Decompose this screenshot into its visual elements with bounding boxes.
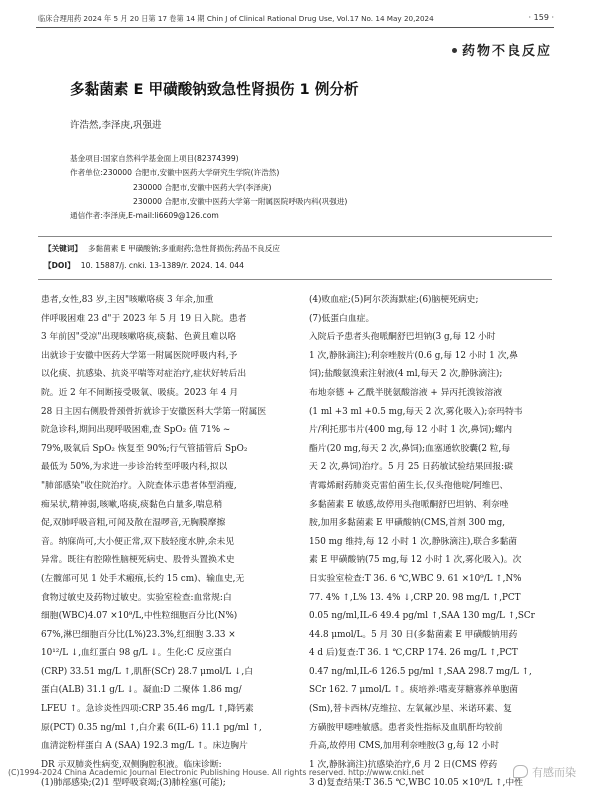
body-text-line: DR 示双肺炎性病变,双侧胸腔积液。临床诊断: xyxy=(41,759,222,770)
body-text-line: (1 ml +3 ml +0.5 mg,每天 2 次,雾化吸入);奈玛特韦 xyxy=(309,406,523,417)
body-text-line: 布地奈德 + 乙酰半胱氨酸溶液 + 异丙托溴铵溶液 xyxy=(309,387,503,398)
body-text-line: 食物过敏史及药物过敏史。实验室检查:血常规:白 xyxy=(41,592,232,603)
body-text-line: 1 次,静脉滴注);利奈唑胺片(0.6 g,每 12 小时 1 次,鼻 xyxy=(309,350,518,361)
body-text-line: 音。纳寐尚可,大小便正常,双下肢轻度水肿,余未见 xyxy=(41,536,235,547)
body-text-line: 异常。既往有腔隙性脑梗死病史、股骨头置换术史 xyxy=(41,555,235,566)
fund-line: 基金项目:国家自然科学基金面上项目(82374399) xyxy=(70,154,239,163)
body-text-line: 患者,女性,83 岁,主因"咳嗽咯痰 3 年余,加重 xyxy=(41,295,214,305)
body-text-line: (左髋部可见 1 处手术瘢痕,长约 15 cm)、输血史,无 xyxy=(41,573,245,584)
body-text-line: 4 d 后)复查:T 36. 1 ℃,CRP 174. 26 mg/L ↑,PCT xyxy=(309,648,518,659)
keywords-text: 多黏菌素 E 甲磺酸钠;多重耐药;急性肾损伤;药品不良反应 xyxy=(87,244,280,253)
body-text-line: 入院后予患者头孢哌酮舒巴坦钠(3 g,每 12 小时 xyxy=(309,332,496,343)
article-title: 多黏菌素 E 甲磺酸钠致急性肾损伤 1 例分析 xyxy=(70,81,359,98)
body-text-line: "肺部感染"收住院治疗。入院查体示患者体型消瘦, xyxy=(41,480,237,491)
doi-line xyxy=(44,260,244,271)
body-text-line: 伴呼吸困难 23 d"于 2023 年 5 月 19 日入院。患者 xyxy=(41,313,247,324)
correspondence-line: 通信作者:李泽庚,E-mail:li6609@126.com xyxy=(70,211,219,221)
body-text-line: 最低为 50%,为求进一步诊治转至呼吸内科,拟以 xyxy=(41,462,228,473)
header-rule xyxy=(36,27,554,28)
body-text-line: 多黏菌素 E 敏感,故停用头孢哌酮舒巴坦钠、利奈唑 xyxy=(309,499,509,510)
affiliation-line: 230000 合肥市,安徽中医药大学(李泽庚) xyxy=(133,182,272,192)
bullet-icon xyxy=(452,48,457,53)
body-text-line: 67%,淋巴细胞百分比(L%)23.3%,红细胞 3.33 × xyxy=(41,629,236,640)
body-text-line: 79%,吸氧后 SpO₂ 恢复至 90%;行气管插管后 SpO₂ xyxy=(41,443,248,454)
body-text-line: 3 年前因"受凉"出现咳嗽咯痰,痰黏、色黄且难以咯 xyxy=(41,332,237,343)
body-column-right xyxy=(309,291,552,793)
section-label: 药物不良反应 xyxy=(461,44,552,59)
doi-label: 【DOI】 xyxy=(44,261,75,270)
body-text-line: 方磺胺甲噁唑敏感。患者炎性指标及血肌酐均较前 xyxy=(309,722,503,733)
body-text-line: (4)败血症;(5)阿尔茨海默症;(6)脑梗死病史; xyxy=(309,295,479,305)
keywords-rule-top xyxy=(38,236,552,237)
body-text-line: 44.8 μmol/L。5 月 30 日(多黏菌素 E 甲磺酸钠用药 xyxy=(309,629,518,640)
body-text-line: 青霉烯耐药肺炎克雷伯菌生长,仅头孢他啶/阿维巴、 xyxy=(309,480,509,491)
body-text-line: 酯片(20 mg,每天 2 次,鼻饲);血塞通软胶囊(2 粒,每 xyxy=(309,443,511,454)
body-text-line: 升高,故停用 CMS,加用利奈唑胺(3 g,每 12 小时 xyxy=(309,741,500,752)
article-meta xyxy=(70,152,530,223)
body-text-line: 素 E 甲磺酸钠(75 mg,每 12 小时 1 次,雾化吸入)。次 xyxy=(309,555,522,566)
body-text-line: 院。近 2 年不间断接受吸氧、吸痰。2023 年 4 月 xyxy=(41,387,239,398)
journal-header: 临床合理用药 2024 年 5 月 20 日第 17 卷第 14 期 Chin J of Clinical Rational Drug Use, Vol.17 No. 14 May 20,2024 xyxy=(38,14,434,23)
body-text-line: 促,双肺呼吸音粗,可闻及散在湿啰音,无胸膜摩擦 xyxy=(41,518,226,529)
body-text-line: 3 d)复查结果:T 36.5 ℃,WBC 10.05 ×10⁹/L ↑,中性 xyxy=(309,778,523,789)
body-text-line: 痴呆状,精神弱,咳嗽,咯痰,痰黏色白量多,喘息稍 xyxy=(41,499,223,510)
affiliation-line: 作者单位:230000 合肥市,安徽中医药大学研究生学院(许浩然) xyxy=(70,168,280,178)
watermark-text: 有感而染 xyxy=(532,766,576,779)
body-text-line: 细胞(WBC)4.07 ×10⁹/L,中性粒细胞百分比(N%) xyxy=(41,611,238,622)
page-number: · 159 · xyxy=(528,13,554,22)
body-text-line: 1 次,静脉滴注)抗感染治疗,6 月 2 日(CMS 停药 xyxy=(309,759,498,770)
body-text-line: (CRP) 33.51 mg/L ↑,肌酐(SCr) 28.7 μmol/L ↓,白 xyxy=(41,666,253,677)
chat-bubble-icon xyxy=(513,765,528,778)
body-text-line: 0.05 ng/ml,IL-6 49.4 pg/ml ↑,SAA 130 mg/L ↑,SCr xyxy=(309,611,535,622)
affiliation-line: 230000 合肥市,安徽中医药大学第一附属医院呼吸内科(巩强进) xyxy=(133,196,348,206)
body-text-line: 出就诊于安徽中医药大学第一附属医院呼吸内科,予 xyxy=(41,350,238,361)
body-text-line: SCr 162. 7 μmol/L ↑。痰培养:嗜麦芽糖寡养单胞菌 xyxy=(309,685,518,696)
body-text-line: 28 日主因右侧股骨颈骨折就诊于安徽医科大学第一附属医 xyxy=(41,406,267,417)
body-text-line: 0.47 ng/ml,IL-6 126.5 pg/ml ↑,SAA 298.7 mg/L ↑, xyxy=(309,666,532,677)
body-text-line: 10¹²/L ↓,血红蛋白 98 g/L ↓。生化:C 反应蛋白 xyxy=(41,648,232,659)
body-text-line: (7)低蛋白血症。 xyxy=(309,313,375,324)
keywords-rule-bottom xyxy=(38,279,552,280)
body-text-line: (1)肺部感染;(2)1 型呼吸衰竭;(3)肺栓塞(可能); xyxy=(41,778,226,789)
body-text-line: 150 mg 维持,每 12 小时 1 次,静脉滴注),联合多黏菌 xyxy=(309,536,518,547)
copyright-footer: (C)1994-2024 China Academic Journal Electronic Publishing House. All rights reserved. http://www.cnki.net xyxy=(8,768,425,777)
watermark xyxy=(513,764,576,780)
body-column-left xyxy=(41,291,284,793)
keywords-line xyxy=(44,243,280,254)
body-text-line: 原(PCT) 0.35 ng/ml ↑,白介素 6(IL-6) 11.1 pg/ml ↑, xyxy=(41,722,262,733)
body-text-line: 院急诊科,期间出现呼吸困难,查 SpO₂ 值 71% ~ xyxy=(41,425,231,436)
body-text-line: 饲);盐酸氨溴索注射液(4 ml,每天 2 次,静脉滴注); xyxy=(309,369,503,380)
body-text-line: (Sm),替卡西林/克维拉、左氧氟沙星、米诺环素、复 xyxy=(309,704,512,715)
body-text-line: 胺,加用多黏菌素 E 甲磺酸钠(CMS,首剂 300 mg, xyxy=(309,518,506,529)
body-text-line: 天 2 次,鼻饲)治疗。5 月 25 日药敏试验结果回报:碳 xyxy=(309,462,513,473)
keywords-label: 【关键词】 xyxy=(44,244,82,253)
body-text-line: LFEU ↑。急诊炎性四项:CRP 35.46 mg/L ↑,降钙素 xyxy=(41,704,254,715)
body-text-line: 蛋白(ALB) 31.1 g/L ↓。凝血:D 二聚体 1.86 mg/ xyxy=(41,685,242,696)
body-text-line: 片/利托那韦片(400 mg,每 12 小时 1 次,鼻饲);螺内 xyxy=(309,425,513,436)
section-tag xyxy=(447,40,552,59)
article-authors: 许浩然,李泽庚,巩强进 xyxy=(70,120,162,131)
body-text-line: 血清淀粉样蛋白 A (SAA) 192.3 mg/L ↑。床边胸片 xyxy=(41,741,248,752)
doi-text: 10. 15887/j. cnki. 13-1389/r. 2024. 14. 044 xyxy=(80,261,244,270)
body-text-line: 以化痰、抗感染、抗炎平喘等对症治疗,症状好转后出 xyxy=(41,369,247,380)
body-text-line: 日实验室检查:T 36. 6 ℃,WBC 9. 61 ×10⁹/L ↑,N% xyxy=(309,573,522,584)
body-text-line: 77. 4% ↑,L% 13. 4% ↓,CRP 20. 98 mg/L ↑,PCT xyxy=(309,592,521,603)
